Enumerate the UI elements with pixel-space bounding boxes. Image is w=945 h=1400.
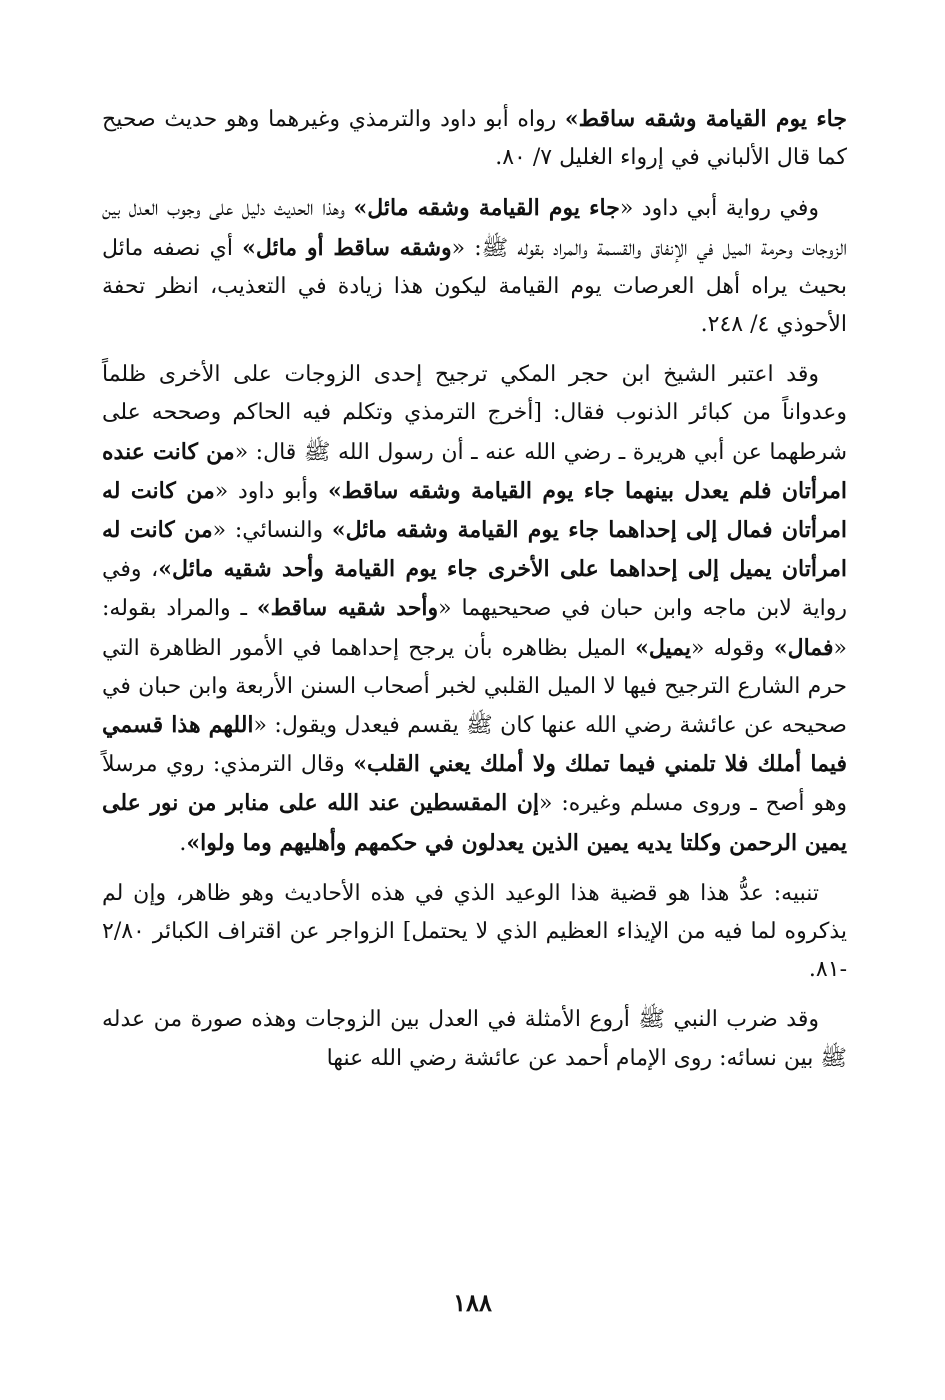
hadith-quote: من كانت له امرأتان يميل إلى إحداهما على الأخرى جاء يوم القيامة وأحد شقيه مائل» [102, 517, 847, 583]
text-segment: والنسائي: « [212, 518, 332, 544]
text-segment: وقد ضرب النبي ﷺ أروع الأمثلة في العدل بين الزوجات وهذه صورة من عدله ﷺ بين نسائه: روى الإمام أحمد عن عائشة رضي الله عنها [102, 1007, 847, 1071]
text-segment: وأبو داود « [214, 478, 329, 504]
hadith-quote: وشقه ساقط أو مائل» [242, 234, 452, 261]
hadith-quote: جاء يوم القيامة وشقه ساقط» [564, 106, 847, 132]
hadith-quote: من كانت عنده امرأتان فلم يعدل بينهما جاء يوم القيامة وشقه ساقط» [102, 438, 848, 504]
paragraph-5 [102, 1001, 847, 1077]
text-segment: وفي رواية أبي داود « [619, 196, 819, 222]
hadith-quote: إن المقسطين عند الله على منابر من نور على يمين الرحمن وكلتا يديه يمين الذين يعدلون في حكمهم وأهليهم وما ولوا» [102, 790, 847, 856]
text-segment: رواه أبو داود والترمذي وغيرهما وهو حديث صحيح كما قال الألباني في إرواء الغليل ٧/ ٨٠. [102, 107, 847, 171]
hadith-quote: وأحد شقيه ساقط» [256, 595, 439, 622]
paragraph-3 [102, 356, 847, 863]
hadith-quote: جاء يوم القيامة وشقه مائل» [353, 195, 620, 222]
hadith-quote: فمال» [773, 634, 834, 661]
hadith-quote: من كانت له امرأتان فمال إلى إحداهما جاء يوم القيامة وشقه مائل» [102, 477, 848, 544]
text-segment: ـ والمراد بقوله: « [102, 596, 847, 661]
text-segment: ، وفي رواية لابن ماجه وابن حبان في صحيحيهما « [102, 557, 847, 622]
text-segment: وهذا الحديث دليل على وجوب العدل بين الزوجات وحرمة الميل في الإنفاق والقسمة والمراد بقوله ﷺ: « [102, 196, 847, 261]
text-segment: تنبيه: عدُّ هذا هو قضية هذا الوعيد الذي في هذه الأحاديث وهو ظاهر، وإن لم يذكروه لما فيه من الإيذاء العظيم الذي لا يحتمل] الزواجر عن اقتراف الكبائر ٢/٨٠ -٨١. [102, 880, 847, 983]
paragraph-2 [102, 189, 847, 344]
text-segment: الميل بظاهره بأن يرجح إحداهما في الأمور الظاهرة التي حرم الشارع الترجيح فيها لا الميل القلبي لخبر أصحاب السنن الأربعة وابن حبان في صحيحه عن عائشة رضي الله عنها كان ﷺ يقسم فيعدل ويقول: « [102, 635, 847, 739]
text-segment: وقال الترمذي: روي مرسلاً وهو أصح ـ وروى مسلم وغيره: « [102, 752, 847, 817]
paragraph-1 [102, 100, 847, 177]
paragraph-4 [102, 875, 847, 990]
hadith-quote: يميل» [635, 634, 691, 661]
text-segment: أي نصفه مائل بحيث يراه أهل العرصات يوم القيامة ليكون هذا زيادة في التعذيب، انظر تحفة الأحوذي ٤/ ٢٤٨. [102, 235, 847, 338]
hadith-quote: اللهم هذا قسمي فيما أملك فلا تلمني فيما تملك ولا أملك يعني القلب» [102, 712, 847, 778]
text-segment: . [179, 830, 187, 856]
body-text [102, 100, 847, 1090]
text-segment: وقوله « [690, 635, 774, 661]
text-segment: وقد اعتبر الشيخ ابن حجر المكي ترجيح إحدى الزوجات على الأخرى ظلماً وعدواناً من كبائر الذنوب فقال: [أخرج الترمذي وتكلم فيه الحاكم وصححه على شرطهما عن أبي هريرة ـ رضي الله عنه ـ أن رسول الله ﷺ قال: « [102, 362, 848, 465]
page-number: ١٨٨ [453, 1288, 492, 1317]
